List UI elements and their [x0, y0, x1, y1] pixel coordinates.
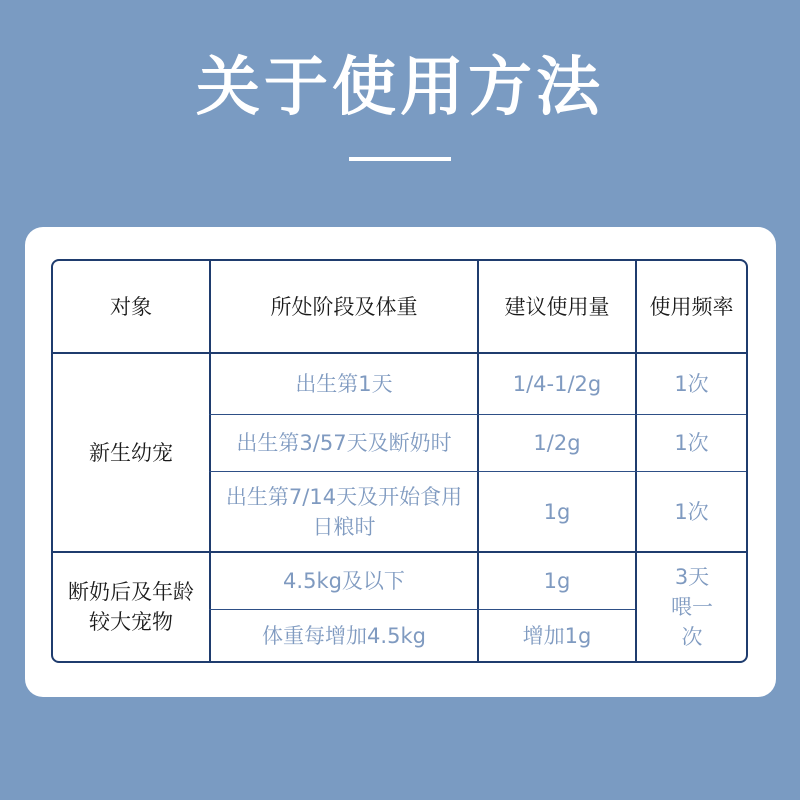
stage-cell: 出生第7/14天及开始食用日粮时 [225, 484, 463, 539]
header-cell-amount: 建议使用量 [504, 294, 610, 319]
group-label-older-pets: 断奶后及年龄较大宠物 [68, 580, 194, 634]
usage-table [51, 259, 748, 663]
amount-cell: 1g [543, 569, 571, 593]
amount-cell: 1/4-1/2g [512, 372, 602, 396]
amount-cell: 1/2g [533, 431, 581, 455]
stage-cell: 4.5kg及以下 [283, 569, 405, 593]
amount-cell: 1g [543, 499, 571, 524]
header-cell-target: 对象 [110, 294, 152, 319]
frequency-cell: 1次 [674, 372, 709, 396]
page-title: 关于使用方法 [196, 51, 604, 125]
frequency-cell-merged: 3天喂一次 [671, 565, 713, 649]
stage-cell: 出生第1天 [295, 372, 393, 396]
frequency-cell: 1次 [674, 431, 709, 455]
header-cell-frequency: 使用频率 [649, 294, 734, 319]
stage-cell: 体重每增加4.5kg [262, 623, 426, 648]
header-cell-stage: 所处阶段及体重 [270, 294, 418, 319]
frequency-cell: 1次 [674, 499, 709, 524]
group-label-newborn: 新生幼宠 [89, 440, 173, 465]
title-underline [349, 157, 451, 161]
amount-cell: 增加1g [522, 623, 592, 648]
stage-cell: 出生第3/57天及断奶时 [236, 431, 452, 455]
